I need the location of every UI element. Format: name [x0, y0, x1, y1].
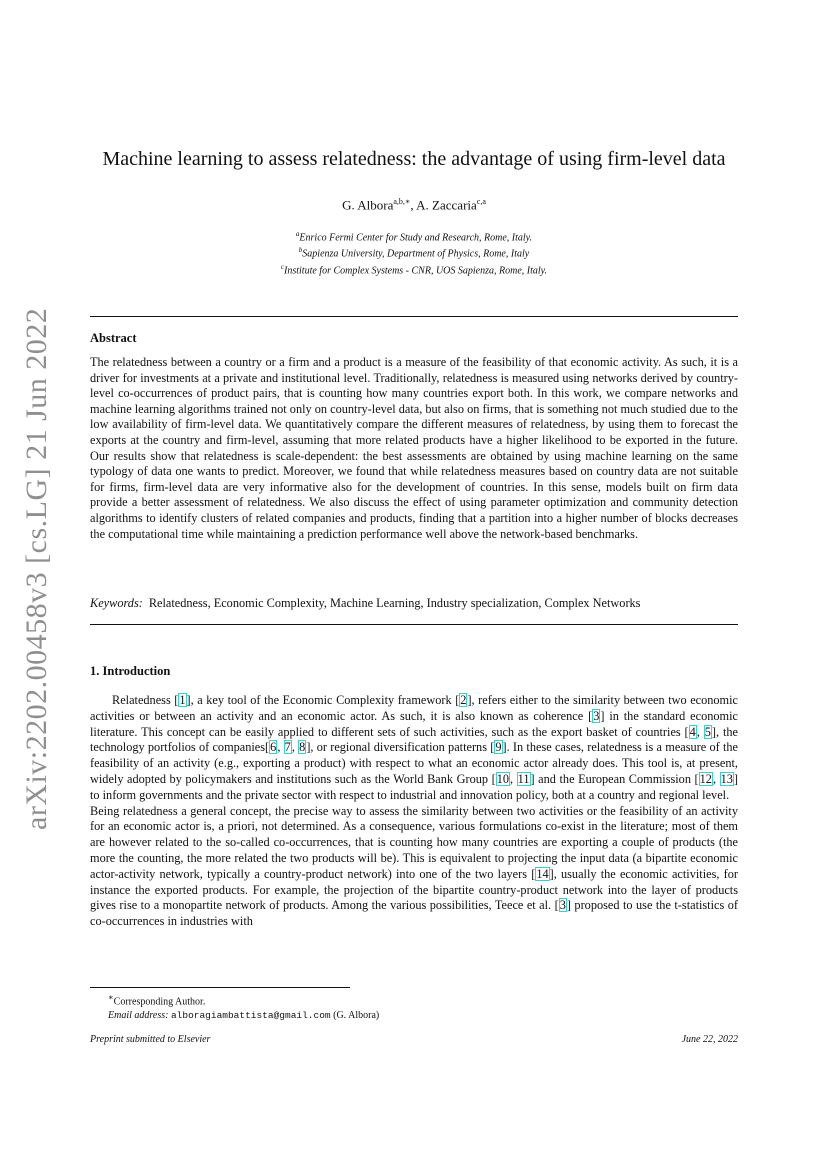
- body-text: Relatedness [: [112, 693, 179, 707]
- abstract-text: The relatedness between a country or a firm and a product is a measure of the feasibility of that economic activity. As such, it is a driver for investments at a private and institutional level. Traditionally, relatedness is measured using networks derived by country-level co-occurrences of product pairs, that is counting how many countries export both. In this work, we compare networks and machine learning algorithms trained not only on country-level data, but also on firms, that is something not much studied due to the low availability of firm-level data. We quantitatively compare the different measures of relatedness, by using them to forecast the exports at the country and firm-level, assuming that more related products have a higher likelihood to be exported in the future. Our results show that relatedness is scale-dependent: the best assessments are obtained by using machine learning on the same typology of data one wants to predict. Moreover, we found that while relatedness measures based on country data are not suitable for firms, firm-level data are very informative also for the development of countries. In this sense, models built on firm data provide a better assessment of relatedness. We also discuss the effect of using parameter optimization and community detection algorithms to identify clusters of related companies and products, finding that a partition into a higher number of blocks decreases the computational time while maintaining a prediction performance well above the network-based benchmarks.: [90, 355, 738, 541]
- keywords-line: [90, 596, 738, 611]
- author-separator: ,: [410, 197, 417, 213]
- footnote-line: [108, 991, 379, 1009]
- author-name: A. Zaccaria: [416, 197, 477, 213]
- footnote-text: Corresponding Author.: [113, 996, 206, 1008]
- footnote-rule: [90, 987, 350, 988]
- affiliation-text: Enrico Fermi Center for Study and Research, Rome, Italy.: [299, 232, 533, 244]
- affiliation-text: Sapienza University, Department of Physics, Rome, Italy: [302, 248, 530, 260]
- author-affil-marks: a,b,∗: [393, 197, 411, 206]
- affiliation: [90, 244, 738, 260]
- body-text: Being relatedness a general concept, the precise way to assess the similarity between two activities or the feasibility of an activity for an economic actor is, a priori, not determined. As a consequence, various formulations co-exist in the literature; most of them are however related to the so-called co-occurrences, that is counting how many countries are exporting a couple of products (the more the counting, the more related the two products will be). This is equivalent to projecting the input data (a bipartite economic actor-activity network, typically a country-product network) into one of the two layers [: [90, 803, 738, 881]
- email-owner: (G. Albora): [330, 1010, 380, 1022]
- body-text: ], or regional diversification patterns [: [306, 740, 495, 755]
- affiliation: [90, 228, 738, 244]
- citation-link[interactable]: 11: [517, 771, 530, 786]
- footnote-mark: ∗: [108, 993, 114, 1002]
- citation-link[interactable]: 14: [536, 866, 549, 881]
- body-text: ,: [291, 740, 299, 755]
- preprint-date: June 22, 2022: [681, 1034, 738, 1045]
- citation-link[interactable]: 3: [593, 708, 600, 723]
- affiliation-mark: b: [298, 246, 303, 255]
- citation-link[interactable]: 12: [699, 771, 712, 786]
- citation-link[interactable]: 7: [284, 740, 291, 755]
- body-text: ]. In these cases, relatedness is a measure of the feasibility of an activity (e.g., exporting a product) with respect to what an economic actor already does. This tool is, at present, widely adopted by policymakers and institutions such as the World Bank Group [: [90, 740, 739, 786]
- intro-paragraph-1: [90, 693, 738, 804]
- body-text: ], the technology portfolios of companies[: [90, 724, 738, 755]
- citation-link[interactable]: 9: [495, 740, 502, 755]
- footnote-email-line: [108, 1009, 379, 1023]
- abstract-top-rule: [90, 316, 738, 317]
- citation-link[interactable]: 3: [559, 898, 566, 913]
- author-list: [90, 197, 738, 213]
- abstract-heading: Abstract: [90, 331, 137, 345]
- body-text: ,: [277, 740, 284, 755]
- citation-link[interactable]: 5: [704, 724, 711, 739]
- body-text: ,: [696, 724, 704, 739]
- intro-paragraph-2: [90, 804, 738, 930]
- keywords-label: Keywords:: [90, 596, 143, 610]
- section-heading: 1. Introduction: [90, 664, 171, 678]
- affiliation-mark: a: [295, 230, 300, 238]
- citation-link[interactable]: 2: [460, 693, 467, 707]
- abstract-bottom-rule: [90, 624, 738, 625]
- citation-link[interactable]: 6: [270, 740, 277, 755]
- arxiv-stamp[interactable]: arXiv:2202.00458v3 [cs.LG] 21 Jun 2022: [20, 307, 53, 830]
- affiliation: [90, 261, 738, 277]
- citation-link[interactable]: 4: [689, 724, 696, 739]
- author-name: G. Albora: [342, 197, 394, 213]
- email-link[interactable]: alboragiambattista@gmail.com: [170, 1010, 331, 1022]
- preprint-note: Preprint submitted to Elsevier: [90, 1034, 211, 1045]
- citation-link[interactable]: 1: [179, 693, 186, 707]
- citation-link[interactable]: 13: [720, 771, 733, 786]
- introduction-body: [90, 693, 738, 930]
- body-text: ,: [510, 771, 517, 786]
- affiliation-text: Institute for Complex Systems - CNR, UOS Sapienza, Rome, Italy.: [284, 264, 548, 276]
- affiliation-mark: c: [280, 262, 285, 271]
- email-label: Email address:: [108, 1010, 169, 1022]
- body-text: ], refers either to the similarity between two economic activities or between an activity and an economic actor. As such, it is also known as coherence [: [90, 693, 738, 723]
- keywords-text: Relatedness, Economic Complexity, Machine Learning, Industry specialization, Complex Networks: [148, 596, 641, 610]
- body-text: ], usually the economic activities, for instance the exported products. For example, the projection of the bipartite country-product network into the layer of products gives rise to a monopartite network of products. Among the various possibilities, Teece et al. [: [90, 866, 738, 913]
- author-affil-marks: c,a: [476, 197, 486, 206]
- citation-link[interactable]: 10: [496, 771, 510, 786]
- body-text: ] and the European Commission [: [530, 771, 699, 786]
- citation-link[interactable]: 8: [299, 740, 306, 755]
- body-text: ] proposed to use the t-statistics of co-occurrences in industries with: [90, 898, 738, 929]
- footnote: [108, 991, 379, 1023]
- body-text: ] in the standard economic literature. This concept can be easily applied to different sets of such activities, such as the export basket of countries [: [90, 708, 738, 739]
- paper-title: Machine learning to assess relatedness: the advantage of using firm-level data: [102, 148, 726, 170]
- body-text: ] to inform governments and the private sector with respect to industrial and innovation policy, both at a country and regional level.: [90, 771, 739, 802]
- affiliation-list: [90, 228, 738, 277]
- body-text: ,: [712, 771, 720, 786]
- body-text: ], a key tool of the Economic Complexity framework [: [186, 693, 460, 707]
